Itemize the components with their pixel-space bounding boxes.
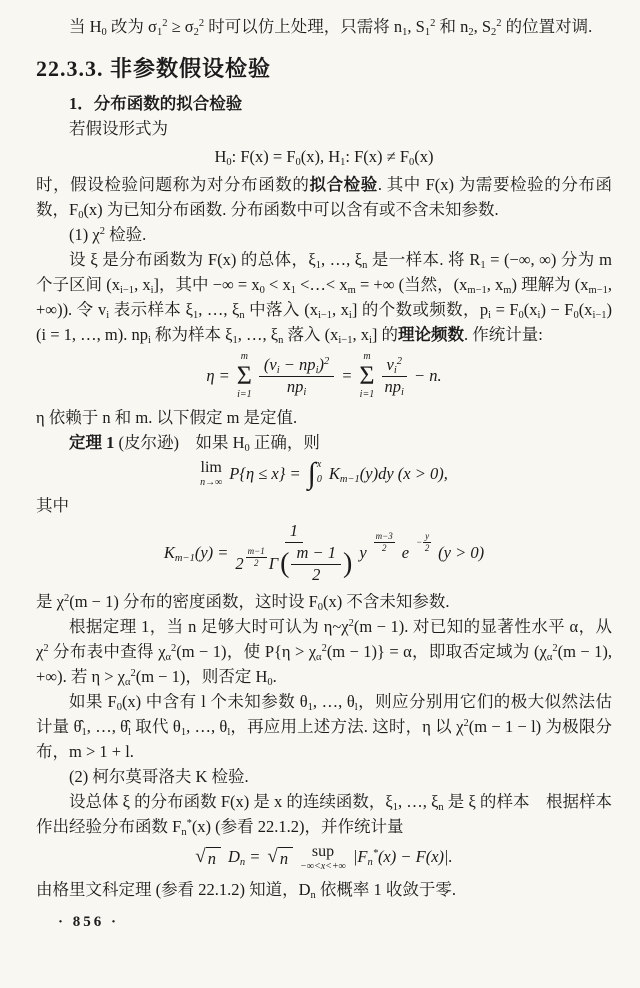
hypothesis-lead: 若假设形式为: [69, 119, 168, 138]
kolmogorov-label: (2) 柯尔莫哥洛夫 K 检验.: [69, 766, 249, 786]
d-tail: $|F_n^*(x) - F(x)|$.: [352, 847, 453, 869]
sigma-symbol: Σ: [359, 361, 375, 390]
sup-operator: [300, 843, 346, 873]
e-exponent: [416, 531, 431, 554]
e-variable: e: [401, 542, 410, 562]
fraction-numerator: m − 1: [291, 544, 341, 565]
y-exponent-fraction: [374, 531, 395, 554]
sum-upper-limit: m: [240, 351, 248, 362]
alpha-paragraph: 根据定理 1，当 n 足够大时可认为 $\eta\sim\chi^2(m - 1)$. 对已知的显著性水平 α，从 $\chi^2$ 分布表中查得 $\chi_\alpha^2(m - 1)$，使 $P\{\eta > \chi_\alpha^2(m - 1)\} = \alpha$，即取否定域为 ($\chi_\alpha^2(m - 1)$, +∞). 若 $\eta > \chi_\alpha^2(m - 1)$，则否定 $H_0$.: [36, 616, 612, 688]
exponent-numerator: m−1: [247, 546, 265, 557]
integral-sign: ∫: [307, 457, 316, 490]
base-two: 2: [235, 553, 244, 573]
sum-operator: [359, 351, 374, 401]
integral: [308, 459, 322, 489]
k-density-formula: [36, 522, 612, 585]
hypothesis-formula: $H_0$: $F(x) = F_0(x)$, $H_1$: $F(x) \ne F_0(x)$: [214, 147, 434, 168]
gamma-symbol: Γ: [268, 553, 279, 573]
glivenko-note: 由格里文科定理 (参看 22.1.2) 知道，$D_n$ 依概率 1 收敛于零.: [36, 879, 457, 901]
chi-square-label: (1) $\chi^2$ 检验.: [69, 225, 147, 244]
square-root: [195, 847, 221, 869]
unknown-params-paragraph: 如果 $F_0(x)$ 中含有 l 个未知参数 $\theta_1$, …, $\theta_l$，则应分别用它们的极大似然法估计量 $\thetâ_1$, …, $\thetâ_l$ 取代 $\theta_1$, …, $\theta_l$，再应用上述方法. 这时，η 以 $\chi^2(m - 1 - l)$ 为极限分布，m > 1 + l.: [36, 691, 613, 761]
close-paren: ): [343, 548, 353, 580]
paragraph-intro: 当 $H_0$ 改为 $\sigma_1^2 \ge \sigma_2^2$ 时可以仿上处理，只需将 $n_1$, $S_1^2$ 和 $n_2$, $S_2^2$ 的位置对调.: [69, 17, 593, 38]
k-condition: (y > 0): [438, 542, 485, 562]
integral-lower-limit: 0: [316, 473, 322, 485]
eta-statistic-formula: [36, 351, 612, 401]
fraction-numerator: $(v_i - np_i)^2$: [259, 356, 334, 377]
fraction-numerator: 1: [285, 522, 303, 543]
inner-fraction: [291, 544, 341, 585]
subsection-heading: 1．分布函数的拟合检验: [69, 94, 243, 113]
open-paren: (: [280, 548, 290, 580]
square-root: [267, 847, 293, 869]
sample-paragraph: 设 ξ 是分布函数为 F(x) 的总体，$\xi_1$, …, $\xi_n$ 是一样本. 将 $R_1$ = (−∞, ∞) 分为 m 个子区间 ($x_{i-1}$, $x_i$]，其中 −∞ = $x_0 < x_1$ <…< $x_m$ = +∞ (当然，($x_{m-1}$, $x_m$) 理解为 ($x_{m-1}$, +∞)). 令 $v_i$ 表示样本 $\xi_1$, …, $\xi_n$ 中落入 ($x_{i-1}$, $x_i$] 的个数或频数，$p_i = F_0(x_i) - F_0(x_{i-1}) (i = 1$, …, m). $np_i$ 称为样本 $\xi_1$, …, $\xi_n$ 落入 ($x_{i-1}$, $x_i$] 的理论频数. 作统计量:: [36, 250, 613, 346]
limit-formula: [36, 459, 612, 489]
fraction-denominator: $np_i$: [286, 376, 307, 398]
minus-sign: −: [416, 537, 423, 548]
limit-tail: $K_{m-1}(y)dy$ (x > 0),: [328, 463, 448, 485]
k-lhs: $K_{m-1}(y)$ =: [163, 542, 229, 564]
sum-lower-limit: i=1: [359, 389, 375, 400]
fraction-denominator: $np_i$: [384, 376, 404, 398]
lim-subscript: n→∞: [200, 476, 223, 488]
sup-range: −∞<x<+∞: [300, 860, 346, 872]
radical-sign: √: [267, 845, 278, 867]
y-variable: y: [359, 542, 367, 562]
sigma-symbol: Σ: [236, 361, 252, 390]
theorem-1-lead: 定理 1 (皮尔逊) 如果 $H_0$ 正确，则: [69, 433, 320, 454]
lim-word: lim: [200, 459, 222, 477]
fraction: [235, 522, 352, 585]
d-statistic-formula: [36, 843, 612, 873]
page-number: · 856 ·: [58, 913, 120, 930]
radicand: n: [278, 847, 293, 869]
density-note: 是 $\chi^2(m - 1)$ 分布的密度函数，这时设 $F_0(x)$ 不含未知参数.: [36, 591, 450, 613]
fraction-denominator: [235, 543, 352, 585]
section-heading: 22.3.3. 非参数假设检验: [36, 56, 272, 81]
exponent-fraction: [423, 531, 431, 554]
among-label: 其中: [36, 496, 69, 515]
eta-note: η 依赖于 n 和 m. 以下假定 m 是定值.: [36, 408, 298, 427]
sum-lower-limit: i=1: [237, 389, 252, 400]
integral-limits: [316, 459, 322, 489]
probability-expression: P{η ≤ x} =: [229, 463, 301, 483]
equals-sign: =: [341, 365, 353, 385]
sum-upper-limit: m: [363, 351, 371, 362]
fraction-denominator: 2: [312, 564, 321, 584]
integral-upper-limit: x: [316, 459, 322, 470]
kolmogorov-paragraph: 设总体 ξ 的分布函数 F(x) 是 x 的连续函数，$\xi_1$, …, $\xi_n$ 是 ξ 的样本 根据样本作出经验分布函数 $F_n^*(x)$ (参看 22.1.2)，并作统计量: [36, 791, 612, 838]
fraction: [259, 356, 334, 397]
eta-lhs: η =: [206, 365, 230, 385]
exponent-denominator: 2: [253, 557, 259, 568]
radicand: n: [206, 847, 221, 869]
d-lhs: $D_n$ =: [227, 847, 261, 869]
sup-word: sup: [311, 842, 335, 860]
fit-test-paragraph: 时，假设检验问题称为对分布函数的拟合检验. 其中 F(x) 为需要检验的分布函数，$F_0(x)$ 为已知分布函数. 分布函数中可以含有或不含未知参数.: [36, 175, 613, 221]
limit-operator: [200, 459, 222, 489]
fraction-numerator: $v_i^2$: [382, 356, 408, 377]
exponent-denominator: 2: [381, 542, 387, 553]
fraction: [382, 356, 408, 397]
radical-sign: √: [195, 845, 206, 867]
sum-operator: [237, 351, 252, 401]
exponent-denominator: 2: [424, 542, 430, 553]
eta-tail: − n.: [414, 365, 442, 385]
exponent-numerator: y: [425, 531, 430, 542]
exponent-fraction: [246, 546, 267, 569]
exponent-numerator: m−3: [375, 531, 393, 542]
